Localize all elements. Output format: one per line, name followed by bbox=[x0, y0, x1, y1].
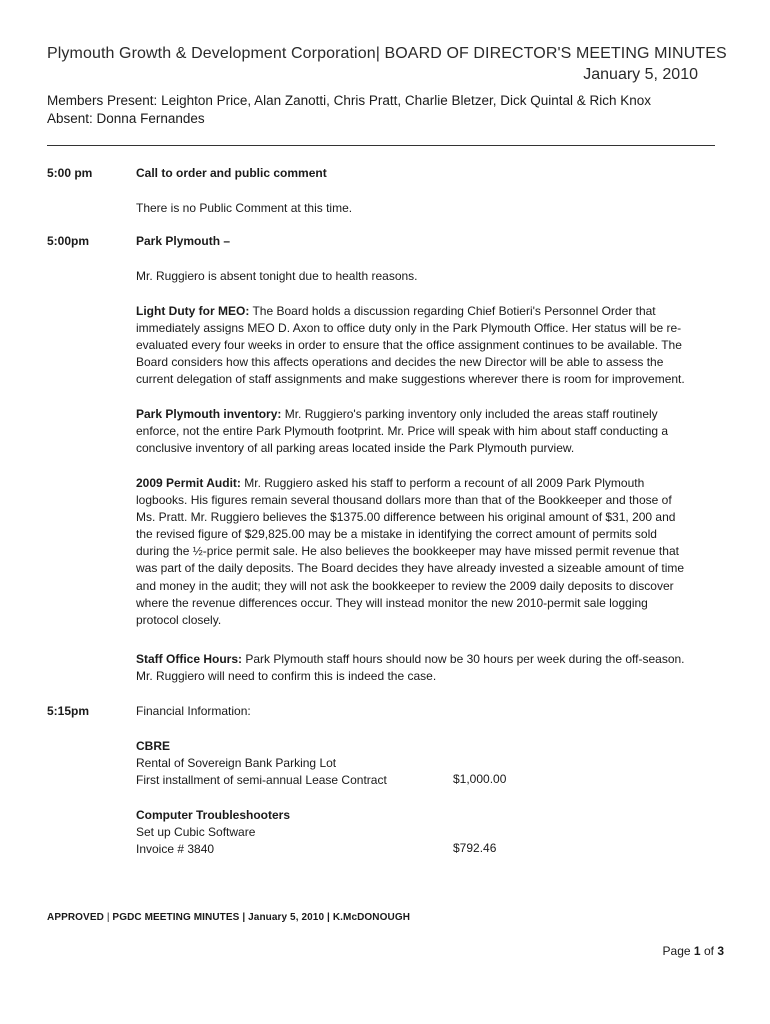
agenda-time: 5:00pm bbox=[47, 234, 90, 248]
agenda-title: Call to order and public comment bbox=[136, 166, 327, 180]
item-line: conclusive inventory of all parking areas located inside the Park Plymouth purview. bbox=[136, 441, 575, 456]
item-heading: 2009 Permit Audit: bbox=[136, 476, 241, 490]
footer-author: K.McDONOUGH bbox=[332, 912, 411, 923]
item-line: Board considers how this affects operations and decides the new Director will be able to assess the bbox=[136, 355, 664, 370]
header-divider bbox=[47, 145, 715, 146]
footer-doc: PGDC MEETING MINUTES bbox=[112, 912, 240, 923]
members-present bbox=[47, 93, 651, 108]
footer-separator: | bbox=[242, 912, 246, 923]
item-line: during the ½-price permit sale. He also believes the bookkeeper may have missed permit revenue that bbox=[136, 544, 679, 559]
agenda-intro: Mr. Ruggiero is absent tonight due to health reasons. bbox=[136, 269, 418, 283]
item-line: protocol closely. bbox=[136, 612, 222, 627]
item-line: enforce, not the entire Park Plymouth footprint. Mr. Price will speak with him about staff conducting a bbox=[136, 424, 669, 439]
document-title: Plymouth Growth & Development Corporation| BOARD OF DIRECTOR'S MEETING MINUTES bbox=[47, 45, 727, 62]
agenda-item-office-hours bbox=[136, 651, 721, 685]
item-line: immediately assigns MEO D. Axon to office duty only in the Park Plymouth Office. Her status will be re- bbox=[136, 321, 682, 336]
members-list: Leighton Price, Alan Zanotti, Chris Pratt, Charlie Bletzer, Dick Quintal & Rich Knox bbox=[161, 93, 652, 108]
vendor-name: Computer Troubleshooters bbox=[136, 808, 291, 822]
agenda-item-light-duty bbox=[136, 303, 721, 388]
agenda-item-inventory bbox=[136, 406, 721, 457]
meeting-date: January 5, 2010 bbox=[583, 66, 698, 83]
item-line: Mr. Ruggiero will need to confirm this is indeed the case. bbox=[136, 669, 437, 684]
agenda-title: Park Plymouth – bbox=[136, 234, 231, 248]
absent-label: Absent: bbox=[47, 111, 93, 126]
item-line: was part of the daily deposits. The Board decides they have already invested a sizeable amount of time bbox=[136, 561, 685, 576]
page-prefix: Page bbox=[662, 944, 691, 958]
members-label: Members Present: bbox=[47, 93, 158, 108]
page-number bbox=[663, 944, 724, 958]
vendor-entry bbox=[136, 807, 290, 858]
vendor-name: CBRE bbox=[136, 739, 171, 753]
footer-date: January 5, 2010 bbox=[248, 912, 325, 923]
item-line: logbooks. His figures remain several thousand dollars more than that of the Bookkeeper and those of bbox=[136, 493, 672, 508]
agenda-time: 5:00 pm bbox=[47, 166, 93, 180]
item-line: Ms. Pratt. Mr. Ruggiero believes the $1375.00 difference between his original amount of $31, 200 and bbox=[136, 510, 676, 525]
item-heading: Light Duty for MEO: bbox=[136, 304, 250, 318]
item-heading: Staff Office Hours: bbox=[136, 652, 243, 666]
page-of: of bbox=[703, 944, 714, 958]
page-total: 3 bbox=[717, 944, 724, 958]
item-line: Mr. Ruggiero's parking inventory only included the areas staff routinely bbox=[284, 407, 658, 421]
item-line: and money in the audit; they will not ask the bookkeeper to review the 2009 daily deposits to discover bbox=[136, 578, 674, 593]
agenda-item-permit-audit bbox=[136, 475, 721, 629]
members-absent bbox=[47, 111, 205, 126]
vendor-line: First installment of semi-annual Lease Contract bbox=[136, 773, 387, 787]
agenda-title: Financial Information: bbox=[136, 704, 251, 718]
page-footer bbox=[47, 912, 410, 923]
item-line: the revised figure of $29,825.00 may be a mistake in identifying the correct amount of permits sold bbox=[136, 527, 657, 542]
vendor-amount: $1,000.00 bbox=[453, 772, 507, 786]
vendor-line: Set up Cubic Software bbox=[136, 825, 256, 839]
item-line: where the revenue differences occur. They will instead monitor the new 2010-permit sale logging bbox=[136, 595, 648, 610]
footer-separator: | bbox=[327, 912, 330, 923]
vendor-amount: $792.46 bbox=[453, 841, 497, 855]
agenda-text: There is no Public Comment at this time. bbox=[136, 201, 353, 215]
vendor-line: Invoice # 3840 bbox=[136, 842, 215, 856]
absent-list: Donna Fernandes bbox=[96, 111, 205, 126]
footer-separator: | bbox=[106, 912, 110, 923]
item-line: Mr. Ruggiero asked his staff to perform a recount of all 2009 Park Plymouth bbox=[244, 476, 645, 490]
vendor-line: Rental of Sovereign Bank Parking Lot bbox=[136, 756, 337, 770]
item-line: The Board holds a discussion regarding Chief Botieri's Personnel Order that bbox=[252, 304, 656, 318]
page-current: 1 bbox=[693, 944, 701, 958]
footer-status: APPROVED bbox=[47, 912, 104, 923]
vendor-entry bbox=[136, 738, 387, 789]
item-heading: Park Plymouth inventory: bbox=[136, 407, 282, 421]
item-line: current delegation of staff assignments and make suggestions wherever there is room for improvement. bbox=[136, 372, 685, 387]
item-line: Park Plymouth staff hours should now be 30 hours per week during the off-season. bbox=[245, 652, 685, 666]
agenda-time: 5:15pm bbox=[47, 704, 90, 718]
item-line: evaluated every four weeks in order to ensure that the office assignment continues to be available. The bbox=[136, 338, 682, 353]
